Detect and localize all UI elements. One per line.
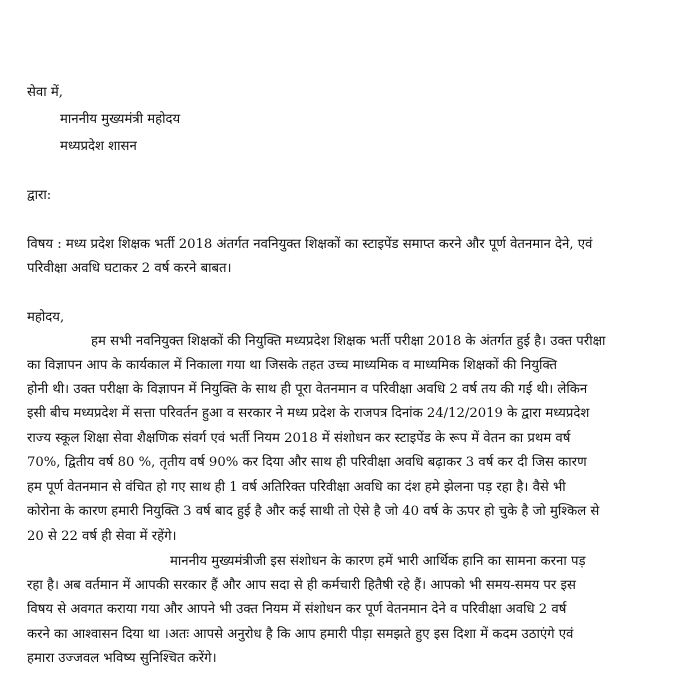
via-line: द्वारा: xyxy=(27,188,52,203)
para1-line: कोरोना के कारण हमारी नियुक्ति 3 वर्ष बाद हुई है और कई साथी तो ऐसे है जो 40 वर्ष के ऊपर हो चुके है जो मुश्किल से xyxy=(27,504,600,519)
subject-line-1: विषय : मध्य प्रदेश शिक्षक भर्ती 2018 अंतर्गत नवनियुक्त शिक्षकों का स्टाइपेंड समाप्त करने और पूर्ण वेतनमान देने, एवं xyxy=(27,237,593,252)
para1-line: होनी थी। उक्त परीक्षा के विज्ञापन में नियुक्ति के साथ ही पूरा वेतनमान व परिवीक्षा अवधि 2 वर्ष तय की गई थी। लेकिन xyxy=(27,382,588,397)
para1-line: राज्य स्कूल शिक्षा सेवा शैक्षणिक संवर्ग एवं भर्ती नियम 2018 में संशोधन कर स्टाइपेंड के रूप में वेतन का प्रथम वर्ष xyxy=(27,431,571,446)
recipient-office: मध्यप्रदेश शासन xyxy=(60,139,137,154)
para2-line: हमारा उज्जवल भविष्य सुनिश्चित करेंगे। xyxy=(27,651,217,666)
para2-line: विषय से अवगत कराया गया और आपने भी उक्त नियम में संशोधन कर पूर्ण वेतनमान देने व परिवीक्षा अवधि 2 वर्ष xyxy=(27,602,567,617)
recipient-title: माननीय मुख्यमंत्री महोदय xyxy=(60,112,181,127)
salutation-to: सेवा में, xyxy=(27,85,63,100)
greeting: महोदय, xyxy=(27,310,65,325)
para2-line: करने का आश्वासन दिया था ।अतः आपसे अनुरोध है कि आप हमारी पीड़ा समझते हुए इस दिशा में कदम उठाएंगे एवं xyxy=(27,627,574,642)
para1-line: हम सभी नवनियुक्त शिक्षकों की नियुक्ति मध्यप्रदेश शिक्षक भर्ती परीक्षा 2018 के अंतर्गत हुई है। उक्त परीक्षा xyxy=(91,334,606,349)
para2-line: रहा है। अब वर्तमान में आपकी सरकार हैं और आप सदा से ही कर्मचारी हितैषी रहे हैं। आपको भी समय-समय पर इस xyxy=(27,578,576,593)
para1-line: इसी बीच मध्यप्रदेश में सत्ता परिवर्तन हुआ व सरकार ने मध्य प्रदेश के राजपत्र दिनांक 24/12/2019 के द्वारा मध्यप्रदेश xyxy=(27,406,590,421)
para1-line: हम पूर्ण वेतनमान से वंचित हो गए साथ ही 1 वर्ष अतिरिक्त परिवीक्षा अवधि का दंश हमे झेलना पड़ रहा है। वैसे भी xyxy=(27,480,566,495)
subject-line-2: परिवीक्षा अवधि घटाकर 2 वर्ष करने बाबत। xyxy=(27,261,232,276)
para2-line: माननीय मुख्यमंत्रीजी इस संशोधन के कारण हमें भारी आर्थिक हानि का सामना करना पड़ xyxy=(170,554,586,569)
para1-line: 70%, द्वितीय वर्ष 80 %, तृतीय वर्ष 90% कर दिया और साथ ही परिवीक्षा अवधि बढ़ाकर 3 वर्ष कर दी जिस कारण xyxy=(27,455,587,470)
para1-line: का विज्ञापन आप के कार्यकाल में निकाला गया था जिसके तहत उच्च माध्यमिक व माध्यमिक शिक्षकों की नियुक्ति xyxy=(27,358,558,373)
para1-line: 20 से 22 वर्ष ही सेवा में रहेंगे। xyxy=(27,529,177,544)
